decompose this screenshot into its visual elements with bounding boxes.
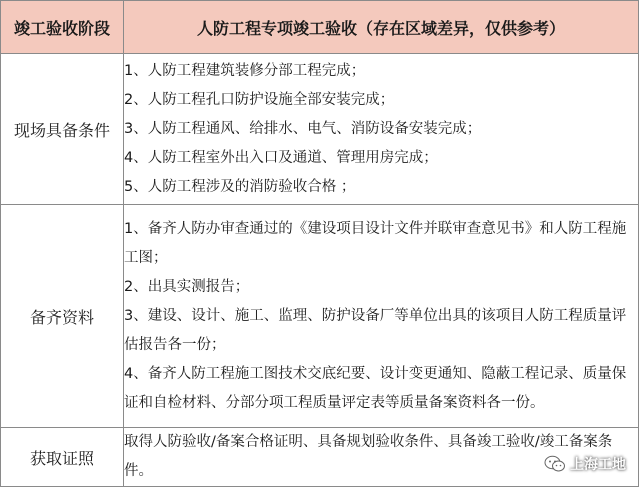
list-item: 2、出具实测报告； — [124, 278, 250, 295]
stage-cell: 获取证照 — [1, 428, 124, 487]
list-item: 3、建设、设计、施工、监理、防护设备厂等单位出具的该项目人防工程质量评估报告各一份； — [124, 307, 627, 353]
content-cell — [124, 54, 639, 205]
list-item: 1、备齐人防办审查通过的《建设项目设计文件并联审查意见书》和人防工程施工图； — [124, 220, 627, 266]
wechat-icon — [544, 455, 566, 473]
list-item: 1、人防工程建筑装修分部工程完成； — [124, 62, 366, 79]
list-item: 3、人防工程通风、给排水、电气、消防设备安装完成； — [124, 120, 482, 137]
table-header-row — [1, 1, 639, 54]
list-item: 取得人防验收/备案合格证明、具备规划验收条件、具备竣工验收/竣工备案条件。 — [124, 434, 613, 479]
list-item: 4、备齐人防工程施工图技术交底纪要、设计变更通知、隐蔽工程记录、质量保证和自检材料、分部分项工程质量评定表等质量备案资料各一份。 — [124, 365, 627, 411]
list-item: 5、人防工程涉及的消防验收合格 ； — [124, 178, 356, 195]
table-row — [1, 205, 639, 428]
watermark — [544, 454, 626, 474]
stage-cell: 备齐资料 — [1, 205, 124, 428]
list-item: 4、人防工程室外出入口及通道、管理用房完成； — [124, 149, 438, 166]
table-row — [1, 54, 639, 205]
list-item: 2、人防工程孔口防护设施全部安装完成； — [124, 91, 395, 108]
table-row — [1, 428, 639, 487]
header-content: 人防工程专项竣工验收（存在区域差异，仅供参考） — [124, 1, 639, 54]
header-stage: 竣工验收阶段 — [1, 1, 124, 54]
stage-cell: 现场具备条件 — [1, 54, 124, 205]
watermark-text: 上海工地 — [570, 457, 626, 473]
content-cell — [124, 205, 639, 428]
